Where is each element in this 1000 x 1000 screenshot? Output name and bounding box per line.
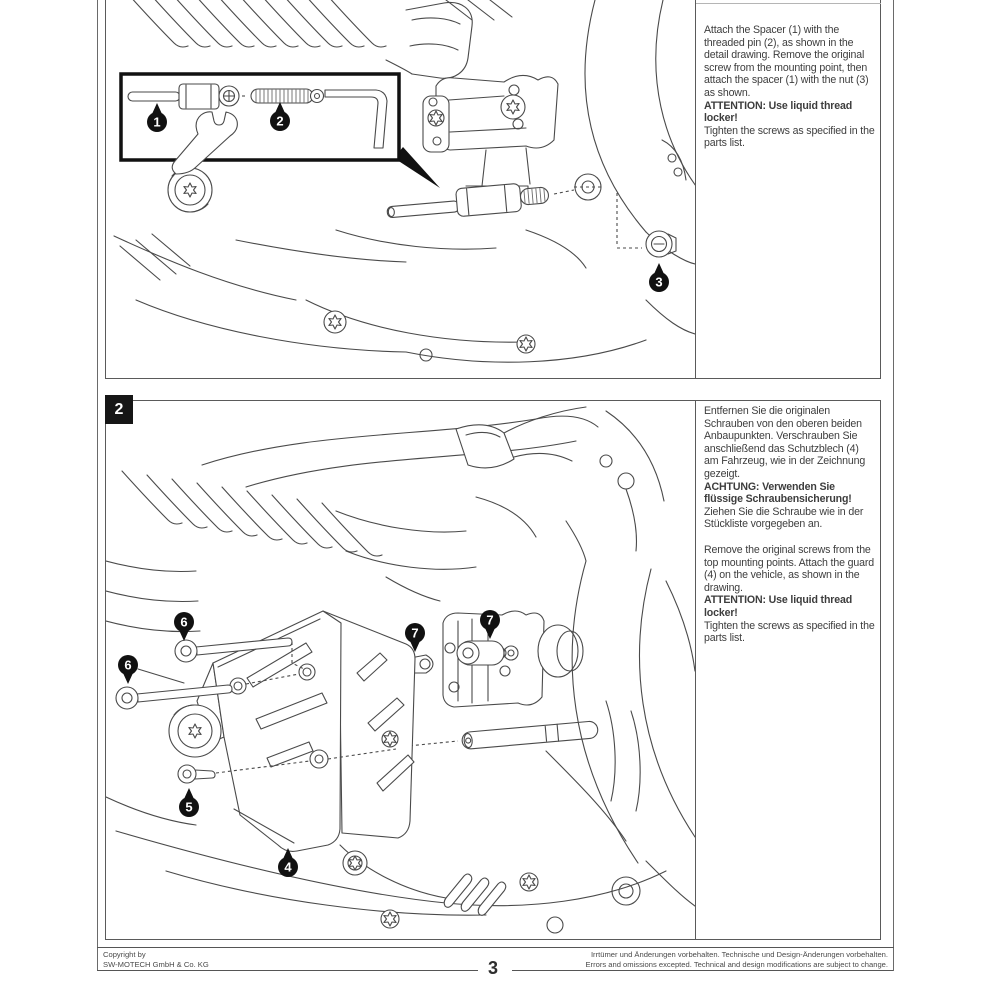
step2-instruction-de: Entfernen Sie die originalen Schrauben von den oberen beiden Anbaupunkten. Verschrauben Sie anschließend das Schutzblech (4) am Fahrzeug, wie in der Zeichnung gezeigt. [704,405,866,480]
step2-note-de: Ziehen Sie die Schraube wie in der Stückliste vorgegeben an. [704,505,864,531]
step2-instruction-en: Remove the original screws from the top mounting points. Attach the guard (4) on the vehicle, as shown in the drawing. [704,543,874,594]
svg-text:7: 7 [486,612,494,628]
part-marker-3 [649,263,669,292]
svg-text:3: 3 [655,274,663,290]
svg-text:1: 1 [153,114,161,130]
step2-attention-de: ACHTUNG: Verwenden Sie flüssige Schraubensicherung! [704,480,852,506]
step1-panel [105,0,881,379]
svg-text:4: 4 [284,859,292,875]
footer-bottom-rule-right [512,970,893,971]
step1-text-column [695,0,881,378]
step1-instruction-en: Attach the Spacer (1) with the threaded pin (2), as shown in the detail drawing. Remove the original screw from the mounting point, then attach the spacer (1) with the nut (3) as shown. [704,24,869,99]
step2-text-column [695,401,881,939]
step1-drawing [106,0,695,378]
engine-bottom [116,831,695,933]
footer-top-rule [97,947,894,948]
part-marker-5 [179,788,199,817]
part-marker-6a [174,612,194,641]
page-right-border [893,0,894,971]
svg-text:2: 2 [276,113,284,129]
part2-threaded-pin [251,89,324,103]
part-marker-6b [118,655,138,684]
page-number: 3 [488,958,499,978]
cooling-fins [106,471,382,632]
detail-box [121,74,440,188]
footer-bottom-rule-left [97,970,478,971]
torx-screw-large [168,168,212,212]
footer-copyright [103,950,209,969]
step2-attention-en: ATTENTION: Use liquid thread locker! [704,594,853,619]
step2-illustration [106,401,695,939]
exhaust-pipe [546,521,695,863]
spacer-assembly [386,181,550,223]
step1-note-en: Tighten the screws as specified in the parts list. [704,124,875,150]
part-marker-4 [278,848,298,877]
mounting-bracket [423,75,558,152]
step2-drawing [106,401,695,939]
disclaimer-en: Errors and omissions excepted. Technical and design modifications are subject to change. [585,959,888,969]
step2-note-en: Tighten the screws as specified in the parts list. [704,619,875,645]
step2-number-badge: 2 [105,395,133,424]
torx-screw-large [169,705,221,757]
nut-part3 [646,231,676,257]
step1-illustration [106,0,695,378]
company-name: SW-MOTECH GmbH & Co. KG [103,959,209,969]
footer-disclaimer [560,950,888,969]
step1-attention-en: ATTENTION: Use liquid thread locker! [704,99,853,125]
disclaimer-de: Irrtümer und Änderungen vorbehalten. Technische und Design-Änderungen vorbehalten. [590,950,888,959]
svg-text:6: 6 [180,614,188,630]
spacer-rod [461,721,598,750]
cables-and-frame [202,407,664,551]
exhaust-pipe [585,0,695,264]
page-left-border [97,0,98,971]
copyright-label: Copyright by [103,950,146,959]
step2-panel [105,400,881,940]
svg-text:7: 7 [411,625,419,641]
cooling-fins [128,0,512,47]
svg-text:6: 6 [124,657,132,673]
svg-text:5: 5 [185,799,193,815]
